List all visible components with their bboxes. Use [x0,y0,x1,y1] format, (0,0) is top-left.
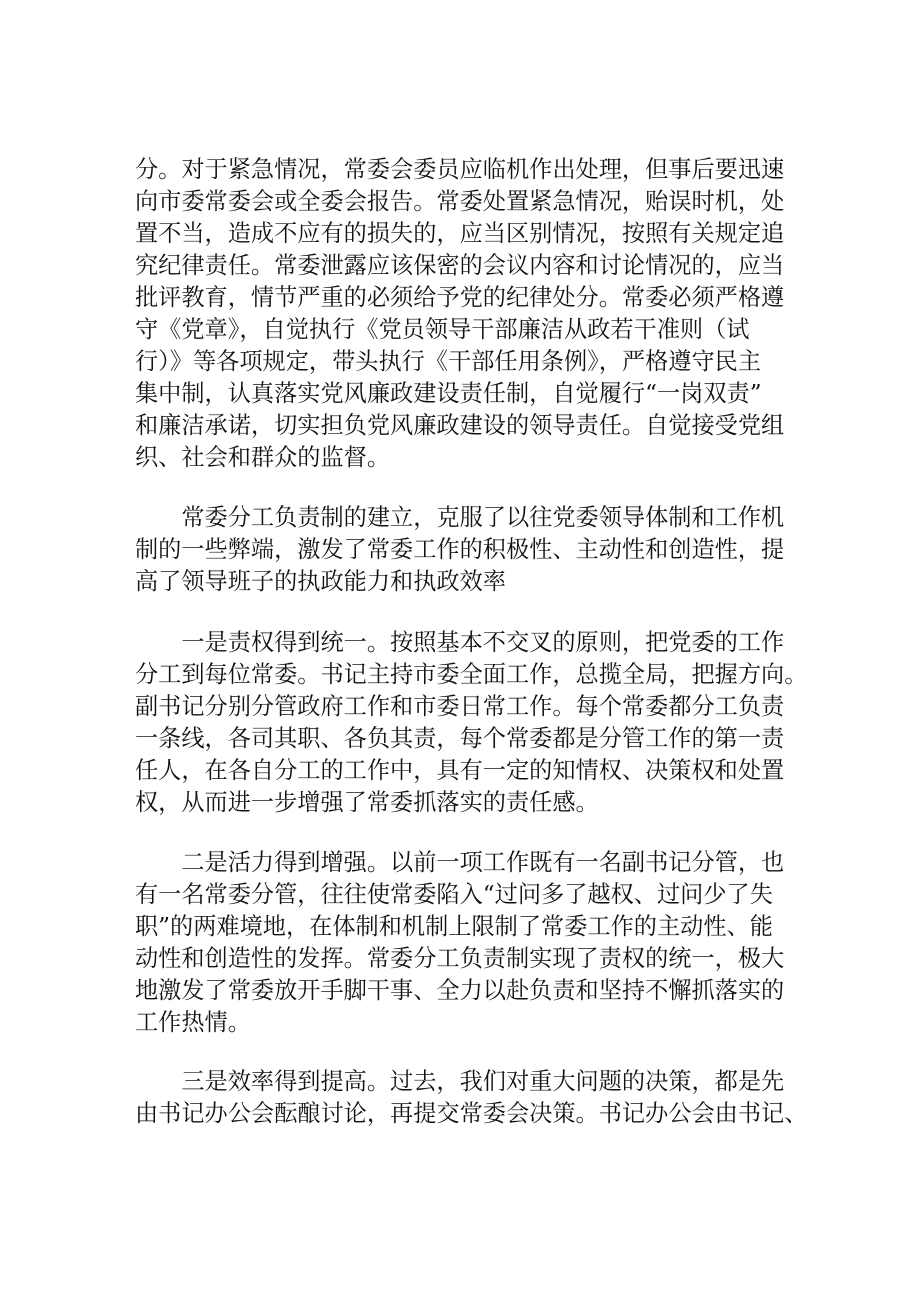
text-line: 地激发了常委放开手脚干事、全力以赴负责和坚持不懈抓落实的 [135,977,785,1004]
paragraph-4 [135,847,795,1039]
text-line: 常委分工负责制的建立，克服了以往党委领导体制和工作机 [135,504,785,531]
text-line: 一条线，各司其职、各负其责，每个常委都是分管工作的第一责 [135,725,785,752]
paragraph-1 [135,154,795,474]
text-line: 和廉洁承诺，切实担负党风廉政建设的领导责任。自觉接受党组 [135,412,785,439]
text-line: 副书记分别分管政府工作和市委日常工作。每个常委都分工负责 [135,693,785,720]
text-line: 批评教育，情节严重的必须给予党的纪律处分。常委必须严格遵 [135,284,785,311]
text-line: 由书记办公会酝酿讨论，再提交常委会决策。书记办公会由书记、 [135,1100,808,1127]
text-line: 行）》等各项规定，带头执行《干部任用条例》，严格遵守民主 [135,348,762,375]
text-line: 制的一些弊端，激发了常委工作的积极性、主动性和创造性，提 [135,536,785,563]
text-line: 置不当，造成不应有的损失的，应当区别情况，按照有关规定追 [135,220,785,247]
text-line: 一是责权得到统一。按照基本不交叉的原则，把党委的工作 [135,629,785,656]
text-line: 动性和创造性的发挥。常委分工负责制实现了责权的统一，极大 [135,945,785,972]
text-line: 任人，在各自分工的工作中，具有一定的知情权、决策权和处置 [135,757,785,784]
text-line: 织、社会和群众的监督。 [135,444,391,471]
paragraph-3 [135,627,808,819]
text-line: 向市委常委会或全委会报告。常委处置紧急情况，贻误时机，处 [135,188,785,215]
text-line: 二是活力得到增强。以前一项工作既有一名副书记分管，也 [135,849,785,876]
text-line: 有一名常委分管，往往使常委陷入“过问多了越权、过问少了失 [135,881,773,908]
text-line: 三是效率得到提高。过去，我们对重大问题的决策，都是先 [135,1068,785,1095]
text-line: 职”的两难境地，在体制和机制上限制了常委工作的主动性、能 [135,913,773,940]
text-line: 分工到每位常委。书记主持市委全面工作，总揽全局，把握方向。 [135,661,808,688]
text-line: 权，从而进一步增强了常委抓落实的责任感。 [135,789,599,816]
text-line: 守《党章》，自觉执行《党员领导干部廉洁从政若干准则（试 [135,316,750,343]
text-line: 高了领导班子的执政能力和执政效率 [135,568,506,595]
paragraph-5 [135,1066,808,1130]
text-line: 集中制，认真落实党风廉政建设责任制，自觉履行“一岗双责” [135,380,762,407]
text-line: 分。对于紧急情况，常委会委员应临机作出处理，但事后要迅速 [135,156,785,183]
text-line: 究纪律责任。常委泄露应该保密的会议内容和讨论情况的，应当 [135,252,785,279]
paragraph-2 [135,502,795,598]
text-line: 工作热情。 [135,1009,251,1036]
